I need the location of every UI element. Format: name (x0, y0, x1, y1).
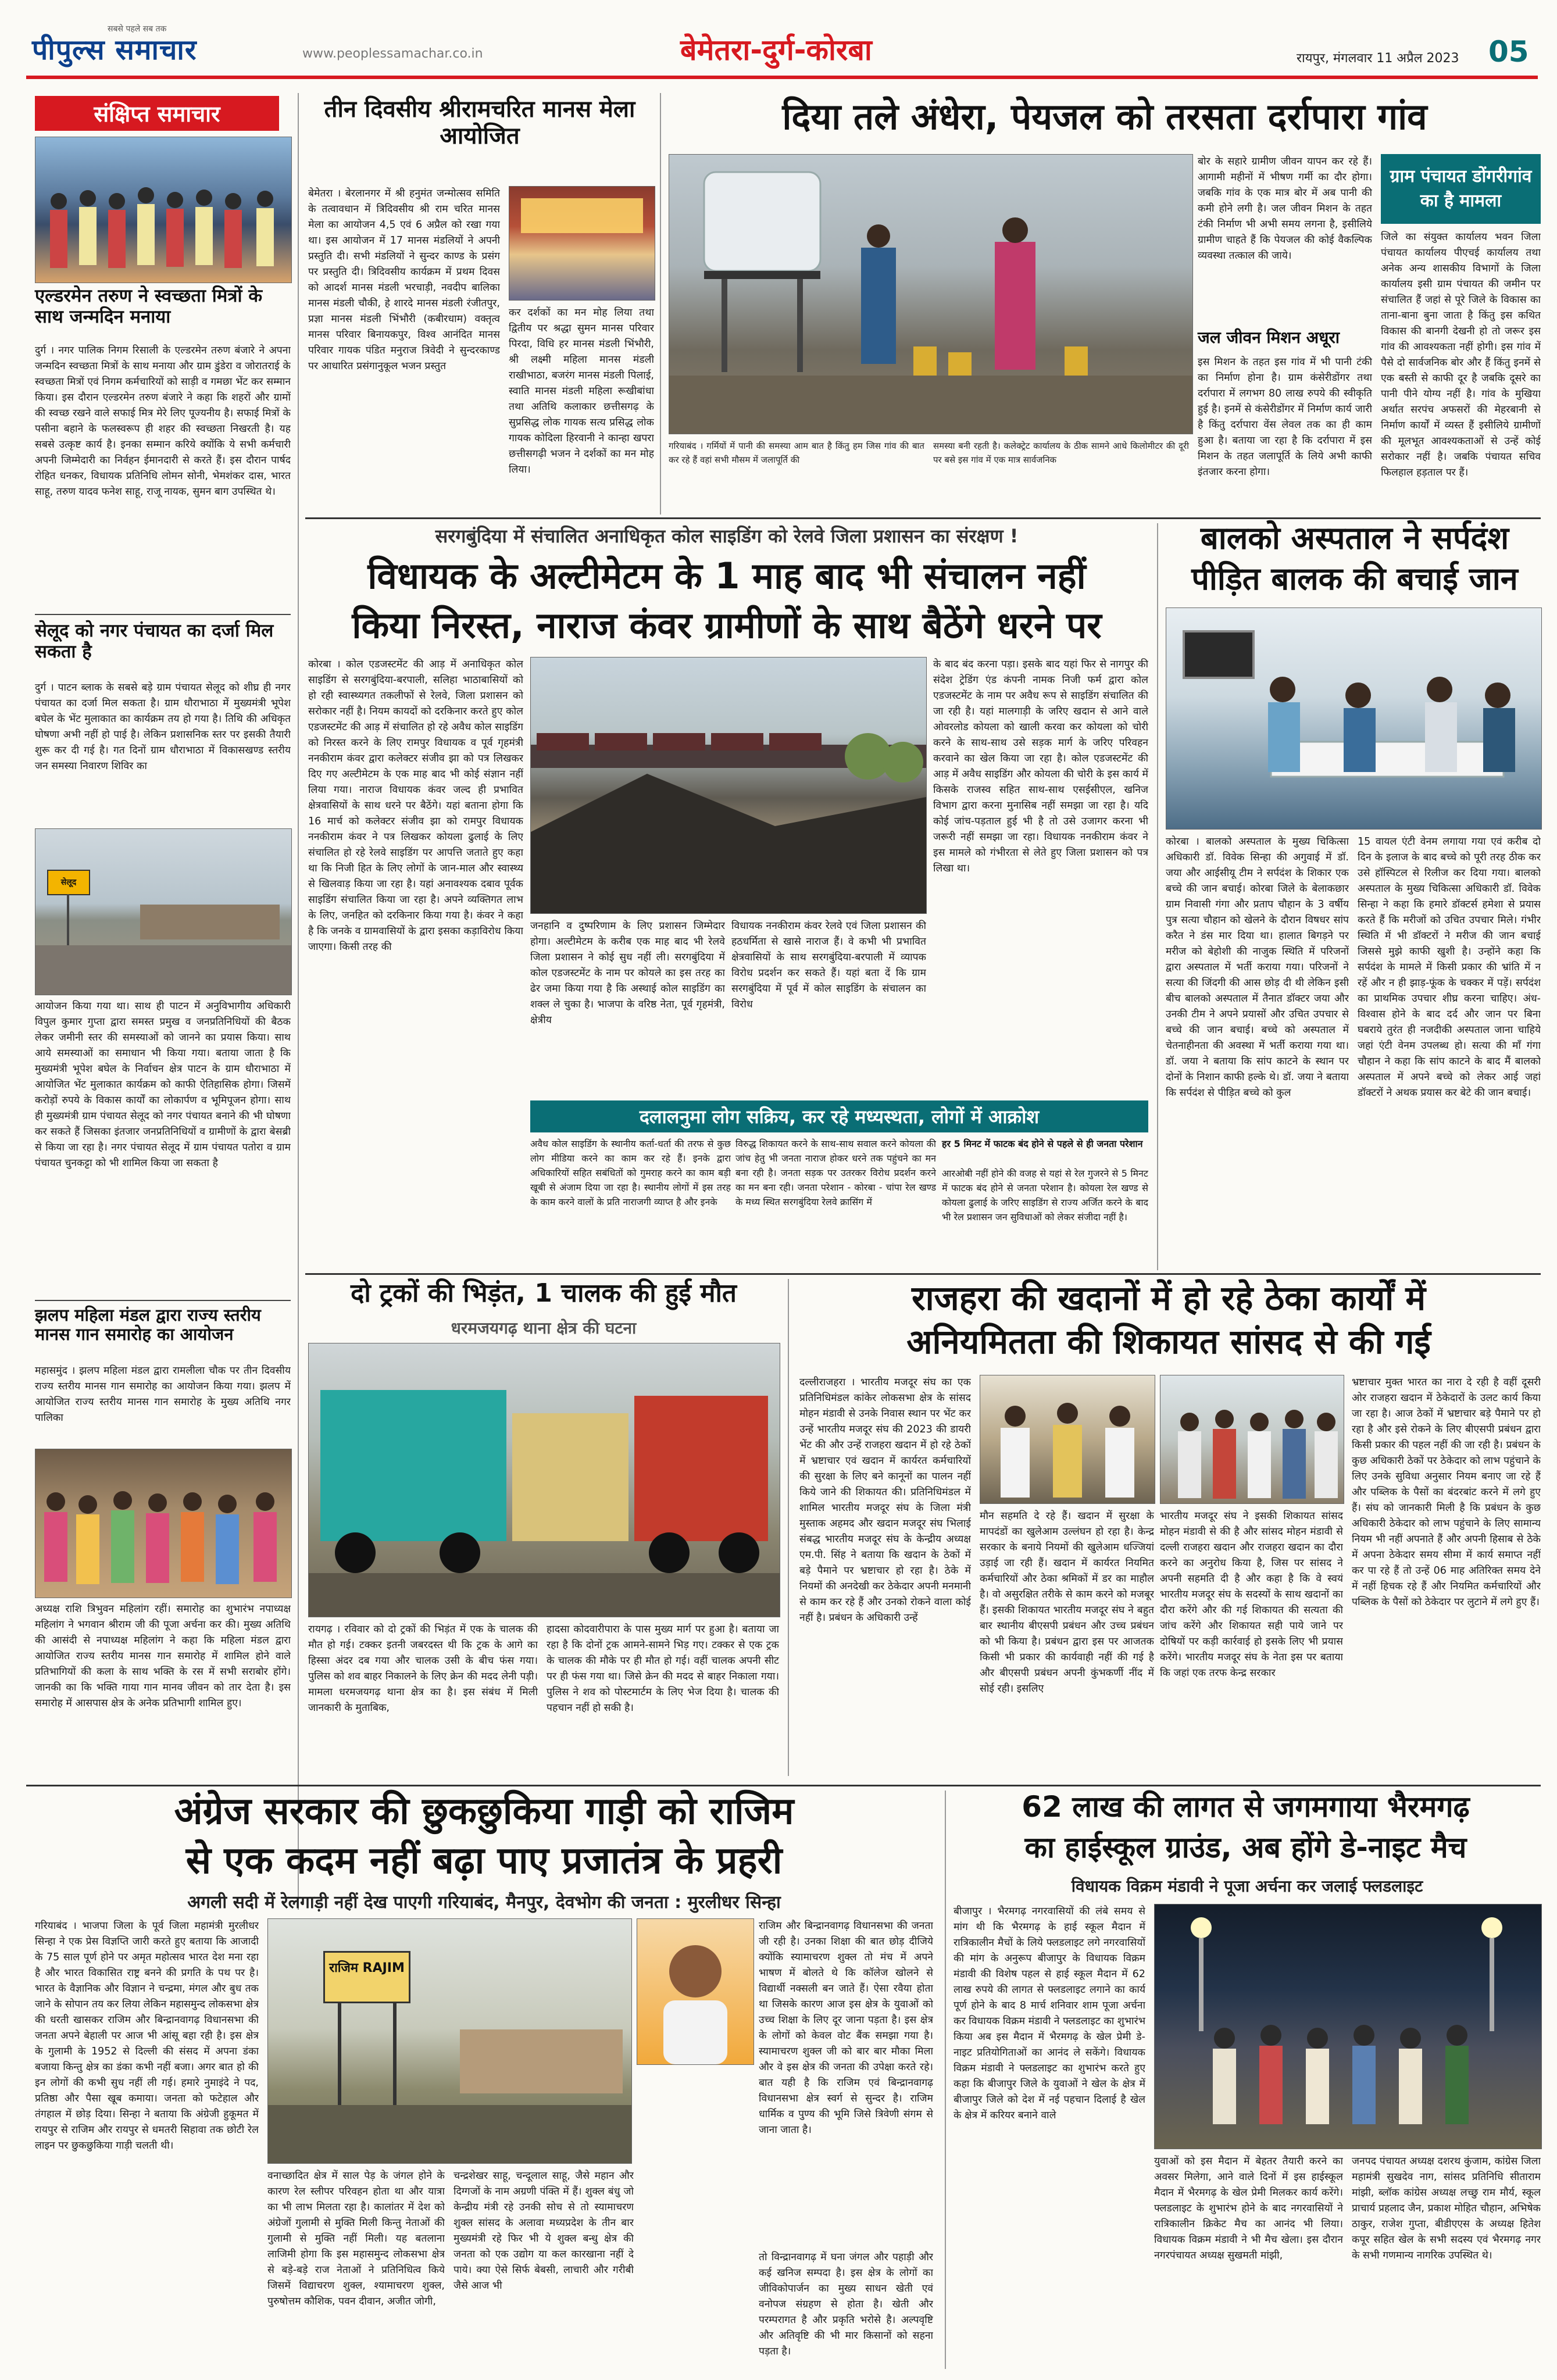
brief2-body-a: दुर्ग । पाटन ब्लाक के सबसे बड़े ग्राम पंचायत सेलूद को शीघ्र ही नगर पंचायत का दर्जा मिल सकता है। ग्राम धौराभाठा में मुख्यमंत्री भूपेश बघेल के भेंट मुलाकात का कार्यक्रम तय हो गया है। तिथि की अधिकृत घोषणा अभी नहीं हो पाई है। लेकिन प्रशासनिक स्तर पर इसकी तैयारी शुरू कर दी गई है। गत दिनों ग्राम धौराभाठा में विकासखण्ड स्तरीय जन समस्या निवारण शिविर का (35, 682, 291, 772)
tagline: सबसे पहले सब तक (108, 24, 167, 34)
hospital-room-illustration (1166, 608, 1541, 829)
ramcharit-body-b: कर दर्शकों का मन मोह लिया तथा द्वितीय पर श्रद्धा सुमन मानस परिवार पिरदा, विधि हर मानस मंडली भिंभौरी, श्री लक्ष्मी महिला मानस मंडली राखीभाठा, बजरंग मानस मंडली पिलाई, स्वाति मानस मंडली महिला रूखीबांधा तथा अतिथि कलाकार छत्तीसगढ़ के सुप्रसिद्ध लोक गायक सत्य प्रसिद्ध लोक गायक कोदिला हिरवानी ने कान्हा खपरा छत्तीसगढ़ी भजन ने दर्शकों का मन मोह लिया। (509, 307, 654, 476)
brief-divider-1 (35, 614, 291, 615)
balco-photo (1166, 607, 1542, 830)
ramcharit-photo (509, 186, 655, 301)
page-number: 05 (1488, 35, 1529, 69)
brief-label: संक्षिप्त समाचार (35, 96, 279, 131)
pani-col1b: इस मिशन के तहत इस गांव में भी पानी टंकी का निर्माण होना है। ग्राम कंसेरीडोंगर तथा दर्रापारा में लगभग 80 लाख रुपये की स्वीकृति हुई है। इनमें से कंसेरीडोंगर में निर्माण कार्य जारी है किंतु दर्रापारा वेंस लेवल तक का ही काम हुआ है। बताया जा रहा है कि दर्रापारा में इस मिशन के तहत जलापूर्ति के लिये अभी काफी इंतजार करना होगा। (1198, 356, 1372, 478)
brief3-headline: झलप महिला मंडल द्वारा राज्य स्तरीय मानस गान समारोह का आयोजन (35, 1305, 261, 1345)
column-rule-truck (788, 1279, 789, 1776)
train-station-photo (267, 1918, 632, 2164)
brief1-headline: एल्डरमेन तरुण ने स्वच्छता मित्रों के साथ जन्मदिन मनाया (35, 285, 263, 327)
website-url[interactable]: www.peoplessamachar.co.in (302, 47, 483, 61)
bhairamgarh-headline-2: का हाईस्कूल ग्राउंड, अब होंगे डे-नाइट मैच (1024, 1831, 1467, 1864)
coal-body-a: कोरबा । कोल एडजस्टमेंट की आड़ में अनाधिकृत कोल साइडिंग से सरगबुंदिया-बरपाली, सलिहा भाठाबासियों को हो रही स्वास्थ्यगत तकलीफों से रेलवे, जिला प्रशासन को सरोकार नहीं है। नियम कायदों को दरकिनार करते हुए कोल एडजस्टमेंट की आड़ में संचालित हो रहे अवैध कोल साइडिंग को निरस्त करने के लिए रामपुर विधायक व पूर्व गृहमंत्री ननकीराम कंवर द्वारा कलेक्टर संजीव झा को पत्र लिखकर दिए गए अल्टीमेटम के एक माह बाद भी कोई संज्ञान नहीं लिया गया। नाराज विधायक कंवर जल्द ही प्रभावित क्षेत्रवासियों के साथ धरने पर बैठेंगे। यहां बताना होगा कि 16 मार्च को कलेक्टर संजीव झा को रामपुर विधायक ननकीराम कंवर ने पत्र लिखकर कोयला ढुलाई के लिए संचालित हो रहे रेलवे साइडिंग पर आपत्ति जताते हुए कहा था कि निजी हित के लिए लोगों के जान-माल और स्वास्थ्य से खिलवाड़ किया जा रहा है। यहां अनावश्यक दबाव पूर्वक साइडिंग संचालित किया जा रहा है। अपने व्यक्तिगत लाभ के लिए, जनहित को दरकिनार किया गया है। कंवर ने कहा है कि जनके व ग्रामवासियों के द्वारा इसका कड़ाविरोध किया जाएगा। किसी तरह की (308, 659, 523, 953)
train-col1: गरियाबंद । भाजपा जिला के पूर्व जिला महामंत्री मुरलीधर सिन्हा ने एक प्रेस विज्ञप्ति जारी करते हुए बताया कि आजादी के 75 साल पूर्ण होने पर अमृत महोत्सव भारत देश मना रहा है और भारत विकासित राष्ट्र बनने की प्रगति के पथ पर है। भारत के वैज्ञानिक और विज्ञान ने चन्द्रमा, मंगल और बुध तक जाने के सोपान तय कर लिया लेकिन महासमुन्द लोकसभा क्षेत्र की धरती खासकर राजिम और बिन्द्रानवागढ़ विधानसभा की जनता अपने बेहाली पर आज भी आंसू बहा रही है। इस क्षेत्र के गुलामी के 1952 से दिल्ली की संसद में अपना डंका बजाया किन्तु क्षेत्र का डंका कभी नहीं बजा। अगर बात हो की इन लोगों की कभी सुध नहीं ली गई। हमारे नुमाइंदे ने पद, प्रतिष्ठा और पैसा खूब कमाया। जनता को फटेहाल और तंगहाल में छोड़ दिया। सिन्हा ने बताया कि अंग्रेजी हुकूमत में रायपुर से राजिम और रायपुर से धमतरी सिहावा तक छोटी रेल लाइन पर छुकछुकिया गाड़ी चलती थी। (35, 1920, 259, 2152)
rajhara-photo-2 (1160, 1375, 1344, 1504)
ramcharit-body-a: बेमेतरा । बेरलानगर में श्री हनुमंत जन्मोत्सव समिति के तत्वावधान में त्रिदिवसीय श्री राम चरित मानस मेला का आयोजन 4,5 एवं 6 अप्रैल को रखा गया था। इस आयोजन में 17 मानस मंडलियों ने अपनी प्रस्तुति दी। सभी मंडलियों ने सुन्दर काण्ड के प्रसंग पर प्रस्तुति दी। त्रिदिवसीय कार्यक्रम में प्रथम दिवस को आदर्श मानस मंडली भरचाड़ी, नवदीप बालिका मानस मंडली चौकी, हे शारदे मानस मंडली रंजीतपुर, प्रज्ञा मानस मंडली भिंभौरी (कबीरधाम) वक्तृत्व मानस परिवार बिनायकपुर, विश्व आनंदित मानस परिवार गायक पंडित मनुराज त्रिवेदी ने सुन्दरकाण्ड पर आधारित प्रसंगानुकूल भजन प्रस्तुत (308, 188, 500, 372)
coal-headline-2: किया निरस्त, नाराज कंवर ग्रामीणों के साथ बैठेंगे धरने पर (352, 604, 1102, 646)
masthead (0, 0, 1557, 87)
section-rule-3 (26, 1785, 1541, 1786)
train-headline-2: से एक कदम नहीं बढ़ा पाए प्रजातंत्र के प्रहरी (185, 1839, 783, 1882)
rajhara-body-b: मौन सहमति दे रहे हैं। खदान में सुरक्षा के मापदंडों का खुलेआम उल्लंघन हो रहा है। केन्द्र सरकार के बनाये नियमों की खुलेआम धज्जियां उड़ाई जा रही हैं। खदान में कार्यरत नियमित कर्मचारियों और ठेका श्रमिकों में डर का माहौल है। वो असुरक्षित तरीके से काम करने को मजबूर हैं। इसकी शिकायत भारतीय मजदूर संघ ने बहुत बार स्थानीय बीएसपी प्रबंधन और उच्च प्रबंधन को भी किया है। प्रबंधन द्वारा इस पर आजतक किसी भी प्रकार की कार्यवाही नहीं की गई है और बीएसपी प्रबंधन अपनी कुंभकर्णी नींद में सोई रही। इसलिए (980, 1510, 1154, 1695)
selud-sign-text: सेलूद (60, 878, 77, 887)
column-rule-left (298, 93, 299, 1910)
pani-photo (669, 154, 1193, 434)
rajhara-headline-1: राजहरा की खदानों में हो रहे ठेका कार्यों में (911, 1278, 1426, 1318)
bhairamgarh-photo (1154, 1904, 1542, 2149)
group-people-illustration (35, 137, 291, 283)
murlidhar-photo (637, 1918, 754, 2065)
balco-body-b: 15 वायल एंटी वेनम लगाया गया एवं करीब दो दिन के इलाज के बाद बच्चे को पूरी तरह ठीक कर उसे हॉस्पिटल से रिलीज कर दिया गया। बालको अस्पताल के मुख्य चिकित्सा अधिकारी डॉ. विवेक सिन्हा ने कहा कि हमारे डॉक्टर्स हमेशा से प्रयास करते हैं कि मरीजों को उचित उपचार मिले। गंभीर स्थिति में भी डॉक्टरों ने मरीज की जान बचाई जिससे मुझे काफी खुशी है। उन्होंने कहा कि सर्पदंश के मामले में किसी प्रकार की भ्रांति में न रहें और न ही झाड़-फूंक के चक्कर में पड़ें। सर्पदंश का प्राथमिक उपचार शीघ्र करना चाहिए। अंध-विश्वास होने के बाद दर्द और जान पर बिना घबराये तुरंत ही नजदीकी अस्पताल जाना चाहिये जहां एंटी वेनम उपलब्ध हो। सत्या की माँ गंगा चौहान ने कहा कि सांप काटने के बाद मैं बालको अस्पताल में अपने बच्चे को लेकर आई जहां डॉक्टरों ने अथक प्रयास कर बेटे की जान बचाई। (1358, 836, 1541, 1099)
bhairamgarh-col3: जनपद पंचायत अध्यक्ष दशरथ कुंजाम, कांग्रेस जिला महामंत्री सुखदेव नाग, सांसद प्रतिनिधि सीताराम मांझी, ब्लॉक कांग्रेस अध्यक्ष लच्छु राम मौर्य, स्कूल प्राचार्य प्रहलाद जैन, प्रकाश मोहित चौहान, अभिषेक ठाकुर, राजेश गुप्ता, बीडीएएस के अध्यक्ष हितेश कपूर सहित खेल के सभी सदस्य एवं भैरमगढ़ नगर के सभी गणमान्य नागरिक उपस्थित थे। (1352, 2156, 1541, 2261)
pani-col2: जिले का संयुक्त कार्यालय भवन जिला पंचायत कार्यालय पीएचई कार्यालय तथा अनेक अन्य शासकीय विभागों के जिला कार्यालय इसी ग्राम पंचायत की जमीन पर संचालित हैं जहां से पूरे जिले के विकास का ताना-बाना बुना जाता है किंतु इस कथित विकास की बानगी देखनी हो तो जरूर इस गांव की आवश्यकता नहीं होगी। इस गांव में पैसे दो सार्वजनिक बोर और हैं किंतु इनमें से एक बस्ती से काफी दूर है जबकि दूसरे का पानी पीने योग्य नहीं है। गांव के मुखिया अर्थात सरपंच अफसरों की मेहरबानी से निर्माण कार्यों में व्यस्त हैं इसीलिये ग्रामीणों की मूलभूत आवश्यकताओं से उन्हें कोई सरोकार नहीं है। जबकि पंचायत सचिव फिलहाल हड़ताल पर हैं। (1381, 231, 1541, 478)
station-board (323, 1951, 410, 2003)
brief3-body-b: अध्यक्ष राशि त्रिभुवन महिलांग रहीं। समारोह का शुभारंभ नपाध्यक्ष महिलांग ने भगवान श्रीराम जी की पूजा अर्चना कर की। मुख्य अतिथि की आसंदी से नपाध्यक्ष महिलांग ने कहा कि महिला मंडल द्वारा आयोजित राज्य स्तरीय मानस गान समारोह में शामिल होने वाले प्रतिभागियों की कला के साथ भक्ति के रस में सभी सराबोर होंगे। जानकी का कि भक्ति गाया गान मानव जीवन को तार देता है। इस समारोह में आसपास क्षेत्र के अनेक प्रतिभागी शामिल हुए। (35, 1603, 291, 1709)
truck-collision-illustration (309, 1343, 780, 1617)
train-col4: राजिम और बिन्द्रानवागढ़ विधानसभा की जनता जी रही है। उनका शिक्षा की बात छोड़ दीजिये क्योंकि स्यामाचरण शुक्ल तो मंच में अपने भाषण में बोलते थे कि कॉलेज खोलने से विद्यार्थी नक्सली बन जाते हैं। ऐसा रवैया होता था जिसके कारण आज इस क्षेत्र के युवाओं को उच्च शिक्षा के लिए दूर जाना पड़ता है। इस क्षेत्र के लोगों को केवल वोट बैंक समझा गया है। स्यामाचरण शुक्ल जी को बार बार मौका मिला और वे इस क्षेत्र की जनता की उपेक्षा करते रहे। बात यही है कि राजिम एवं बिन्द्रानवागढ़ विधानसभा क्षेत्र स्वर्ग से सुन्दर है। राजिम धार्मिक व पुण्य की भूमि जिसे त्रिवेणी संगम से जाना जाता है। (759, 1920, 933, 2136)
delegation-illustration (1160, 1375, 1344, 1503)
issue-date: रायपुर, मंगलवार 11 अप्रैल 2023 (1297, 51, 1459, 66)
brief-photo-selud (35, 828, 292, 995)
train-col5: तो विन्द्रानवागढ़ में घना जंगल और पहाड़ी और कई खनिज सम्पदा है। इस क्षेत्र के लोगों का जीविकोपार्जन का मुख्य साधन खेती एवं वनोपज संग्रहण से होता है। खेती और परम्परागत है और प्रकृति भरोसे है। अल्पवृष्टि और अतिवृष्टि की भी मार किसानों को सहना पड़ता है। (759, 2252, 933, 2357)
rajhara-body-c: भारतीय मजदूर संघ ने इसकी शिकायत सांसद मोहन मंडावी से की है और सांसद मोहन मंडावी से दल्ली राजहरा खदान और राजहरा खदान का दौरा करने का अनुरोध किया है, जिस पर सांसद ने अपनी सहमति दी है और कहा है कि वे स्वयं भारतीय मजदूर संघ के सदस्यों के साथ खदानों का दौरा करेंगे और की गई शिकायत की सत्यता की जांच करेंगे और शिकायत सही पाये जाने पर दोषियों पर कड़ी कार्रवाई हो इसके लिए भी प्रयास करेंगे। भारतीय मजदूर संघ के नेता इस पर बताया कि जहां एक तरफ केन्द्र सरकार (1160, 1510, 1343, 1679)
pani-headline: दिया तले अंधेरा, पेयजल को तरसता दर्रापारा गांव (782, 95, 1427, 138)
truck-sub: धरमजयगढ़ थाना क्षेत्र की घटना (451, 1318, 637, 1338)
rajhara-headline-2: अनियमितता की शिकायत सांसद से की गई (906, 1322, 1431, 1361)
brief2-headline: सेलूद को नगर पंचायत का दर्जा मिल सकता है (35, 620, 274, 662)
balco-headline-1: बालको अस्पताल ने सर्पदंश (1200, 520, 1509, 556)
rajhara-body-d: भ्रष्टाचार मुक्त भारत का नारा दे रही है वहीं दूसरी ओर राजहरा खदान में ठेकेदारों के उलट कार्य किया जा रहा है। आज ठेकों में भ्रष्टाचार बड़े पैमाने पर हो रहा है और इसे रोकने के लिए बीएसपी प्रबंधन द्वारा किसी प्रकार की पहल नहीं की जा रही है। प्रबंधन के कुछ अधिकारी ठेकों पर ठेकेदार को लाभ पहुंचाने के लिए उनके सुविधा अनुसार नियम बनाए जा रहे हैं और पब्लिक के पैसों का बंदरबांट करने में लगे हुए हैं। संघ को जानकारी मिली है कि प्रबंधन के कुछ अधिकारी ठेकेदार को लाभ पहुंचाने के लिए सामान्य नियम भी नहीं अपनाते हैं और अपनी हिसाब से ठेके में अपना ठेकेदार समय सीमा में कार्य समाप्त नहीं कर पा रहे हैं तो उन्हें 06 माह अतिरिक्त समय देने में नहीं हिचक रहे हैं और नियमित कर्मचारियों और पब्लिक के पैसों को ठेकेदार पर लुटाने में लगे हुए हैं। (1352, 1377, 1541, 1608)
brief-photo-manas (35, 1449, 292, 1598)
balco-headline-2: पीड़ित बालक की बचाई जान (1191, 560, 1518, 597)
truck-photo (308, 1343, 780, 1617)
ramcharit-headline: तीन दिवसीय श्रीरामचरित मानस मेला आयोजित (324, 96, 635, 149)
section-rule-2 (305, 1273, 1541, 1275)
women-group-illustration (35, 1449, 291, 1598)
pani-col1: बोर के सहारे ग्रामीण जीवन यापन कर रहे हैं। आगामी महीनों में भीषण गर्मी का दौर होगा। जबकि गांव के एक मात्र बोर में अब पानी की कमी होने लगी है। जल जीवन मिशन के तहत टंकी निर्माण भी अभी समय लगना है, इसीलिये ग्रामीण चाहते हैं कि पेयजल की कोई वैकल्पिक व्यवस्था तत्काल की जाये। (1198, 156, 1372, 262)
brief2-body-b: आयोजन किया गया था। साथ ही पाटन में अनुविभागीय अधिकारी विपुल कुमार गुप्ता द्वारा समस्त प्रमुख व जनप्रतिनिधियों की बैठक लेकर जमीनी स्तर की समस्याओं को जानने का प्रयास किया। साथ आये समस्याओं का समाधान भी किया गया। बताया जाता है कि मुख्यमंत्री भूपेश बघेल के निर्वाचन क्षेत्र पाटन के ग्राम धौराभाठा में आयोजित भेंट मुलाकात कार्यक्रम को काफी ऐतिहासिक होगा। जिसमें करोड़ों रुपये के विकास कार्यों का लोकार्पण व भूमिपूजन होगा। साथ ही मुख्यमंत्री ग्राम पंचायत सेलूद को नगर पंचायत बनाने की भी घोषणा कर सकते हैं जिसका इंतजार जनप्रतिनिधियों व ग्रामीणों के द्वारा बेसब्री से किया जा रहा है। नगर पंचायत सेलूद में ग्राम पंचायत पतोरा व ग्राम पंचायत चुनकट्टा को भी शामिल किया जा सकता है (35, 1000, 291, 1169)
truck-body-b: हादसा कोदवारीपारा के पास मुख्य मार्ग पर हुआ है। बताया जा रहा है कि दोनों ट्रक आमने-सामने भिड़ गए। टक्कर से एक ट्रक के चालक की मौके पर ही मौत हो गई। वहीं चालक अपनी सीट पर ही फंस गया था। जिसे क्रेन की मदद से बाहर निकाला गया। पुलिस ने शव को पोस्टमार्टम के लिए भेज दिया है। चालक की पहचान नहीं हो सकी है। (547, 1624, 779, 1714)
masthead-rule (26, 76, 1538, 79)
water-tank-illustration (669, 155, 1192, 434)
coal-body-b: जनहानि व दुष्परिणाम के लिए प्रशासन जिम्मेदार होगा। अल्टीमेटम के करीब एक माह बाद भी रेलवे जिला प्रशासन ने कोई सुध नहीं ली। सरगबुंदिया में कोल एडजस्टमेंट के नाम पर कोयले का इस तरह का ढेर जमा किया गया है कि अस्थाई कोल साइडिंग का शक्ल ले चुका है। भाजपा के वरिष्ठ नेता, पूर्व गृहमंत्री, क्षेत्रीय (530, 920, 725, 1026)
balco-body-a: कोरबा । बालको अस्पताल के मुख्य चिकित्सा अधिकारी डॉ. विवेक सिन्हा की अगुवाई में डॉ. जया और आईसीयू टीम ने सर्पदंश के शिकार एक बच्चे की जान बचाई। कोरबा जिले के बेलाकछार ग्राम निवासी गंगा और प्रताप चौहान के 3 वर्षीय पुत्र सत्या चौहान को खेलने के दौरान विषधर सांप करैत ने डंस मार दिया था। हालात बिगड़ने पर मरीज को बेहोशी की नाजुक स्थिति में परिजनों द्वारा अस्पताल में भर्ती कराया गया। परिजनों ने सत्या की जिंदगी की आस छोड़ दी थी लेकिन इसी बीच बालको अस्पताल में तैनात डॉक्टर जया और उनकी टीम ने अपने प्रयासों और उचित उपचार से बच्चे की जान बचाई। बच्चे को अस्पताल में चेतनाहीनता की अवस्था में भर्ती कराया गया था। डॉ. जया ने बताया कि सांप काटने के स्थान पर दोनों के निशान काफी हल्के थे। डॉ. जया ने बताया कि सर्पदंश से पीड़ित बच्चे को कुल (1166, 836, 1349, 1099)
pani-subhead: जल जीवन मिशन अधूरा (1198, 328, 1340, 347)
column-rule-mid (660, 93, 661, 514)
truck-headline: दो ट्रकों की भिड़ंत, 1 चालक की हुई मौत (350, 1278, 737, 1308)
section-title: बेमेतरा-दुर्ग-कोरबा (680, 33, 872, 67)
train-col3: चन्द्रशेखर साहू, चन्दूलाल साहू, जैसे महान और दिग्गजों के नाम अग्रणी पंक्ति में हैं। शुक्ल बंधु जो केन्द्रीय मंत्री रहे उनकी सोच से तो स्यामाचरण शुक्ल सांसद के अलावा मध्यप्रदेश के तीन बार मुख्यमंत्री रहे फिर भी ये शुक्ल बन्धु क्षेत्र की जनता को एक उद्योग या कल कारखाना नहीं दे पाये। क्या ऐसे सिर्फ बेबसी, लाचारी और गरीबी जैसे आज भी (453, 2170, 634, 2292)
pani-caption-b: समस्या बनी रहती है। कलेक्ट्रेट कार्यालय के ठीक सामने आधे किलोमीटर की दूरी पर बसे इस गांव में एक मात्र सार्वजनिक (933, 441, 1189, 465)
paper-logo (32, 23, 253, 64)
section-rule-1 (305, 517, 1541, 519)
coal-photo (530, 657, 927, 914)
coal-yard-illustration (531, 657, 926, 913)
bhairamgarh-headline-1: 62 लाख की लागत से जगमगाया भैरमगढ़ (1022, 1790, 1470, 1824)
column-rule-bottom (945, 1791, 946, 2369)
brief-photo-sanitation (35, 137, 292, 283)
coal-body-d: के बाद बंद करना पड़ा। इसके बाद यहां फिर से नागपुर की संदेश ट्रेडिंग एंड कंपनी नामक निजी फर्म द्वारा कोल एडजस्टमेंट के नाम पर अवैध रूप से साइडिंग संचालित की जा रही है। यहां मालगाड़ी के जरिए खदान से आने वाले ओवरलोड कोयला को खाली करवा कर कोयला को चोरी करने के साथ-साथ उसे सड़क मार्ग के जरिए परिवहन करवाने का खेल किया जा रहा है। कोल एडजस्टमेंट की आड़ में अवैध साइडिंग और कोयला की चोरी के इस कार्य में किसके राजस्व सहित साथ-साथ एसईसीएल, खनिज विभाग द्वारा करना मुनासिब नहीं समझा जा रहा है। यदि कोई जांच-पड़ताल हुई भी है तो उसे उजागर करना भी जरूरी नहीं समझा जा रहा। विधायक ननकीराम कंवर ने इस मामले को गंभीरता से लेते हुए जिला प्रशासन को पत्र लिखा था। (933, 659, 1148, 874)
rajhara-photo-1 (980, 1375, 1155, 1504)
rajhara-body-a: दल्लीराजहरा । भारतीय मजदूर संघ का एक प्रतिनिधिमंडल कांकेर लोकसभा क्षेत्र के सांसद मोहन मंडावी से उनके निवास स्थान पर भेंट कर उन्हें भारतीय मजदूर संघ की 2023 की डायरी भेंट की और उन्हें राजहरा खदान में हो रहे ठेकों में भ्रष्टाचार एवं खदान में कार्यरत कर्मचारियों की सुरक्षा के लिए बने कानूनों का पालन नहीं किये जाने की शिकायत की। प्रतिनिधिमंडल में शामिल भारतीय मजदूर संघ के जिला मंत्री मुस्ताक अहमद और खदान मजदूर संघ भिलाई संबद्ध भारतीय मजदूर संघ के केन्द्रीय अध्यक्ष एम.पी. सिंह ने बताया कि खदान के ठेकों में बड़े पैमाने पर भ्रष्टाचार हो रहा है। ठेके में नियमों की अनदेखी कर ठेकेदार अपनी मनमानी से काम कर रहे हैं और उनको रोकने वाला कोई नहीं है। प्रबंधन के अधिकारी उन्हें (799, 1377, 971, 1624)
train-headline-1: अंग्रेज सरकार की छुकछुकिया गाड़ी को राजिम (174, 1790, 794, 1833)
paper-name: पीपुल्स समाचार (32, 34, 197, 66)
brief3-body-a: महासमुंद । झलप महिला मंडल द्वारा रामलीला चौक पर तीन दिवसीय राज्य स्तरीय मानस गान समारोह का आयोजन किया गया। झलप में आयोजित राज्य स्तरीय मानस गान समारोह के मुख्य अतिथि नगर पालिका (35, 1365, 291, 1424)
portrait-illustration (637, 1919, 753, 2064)
coal-headline-1: विधायक के अल्टीमेटम के 1 माह बाद भी संचालन नहीं (367, 555, 1086, 597)
station-board-text: राजिम RAJIM (329, 1961, 405, 1975)
meeting-illustration (980, 1375, 1155, 1503)
train-deck: अगली सदी में रेलगाड़ी नहीं देख पाएगी गरियाबंद, मैनपुर, देवभोग की जनता : मुरलीधर सिन्हा (187, 1892, 781, 1913)
bhairamgarh-col1: बीजापुर । भैरमगढ़ नगरवासियों की लंबे समय से मांग थी कि भैरमगढ़ के हाई स्कूल मैदान में रात्रिकालीन मैचों के लिये फ्लडलाइट लगे नगरवासियों की मांग के अनुरूप बीजापुर के विधायक विक्रम मंडावी की विशेष पहल से हाई स्कूल मैदान में 62 लाख रुपये की लागत से फ्लडलाइट लगाने का कार्य पूर्ण होने के बाद 8 मार्च शनिवार शाम पूजा अर्चना कर विधायक विक्रम मंडावी ने फ्लडलाइट का शुभारंभ किया अब इस मैदान में भैरमगढ़ के खेल प्रेमी डे-नाइट प्रतियोगिताओं का आनंद ले सकेंगे। विधायक विक्रम मंडावी ने फ्लडलाइट का शुभारंभ करते हुए कहा कि बीजापुर जिले के युवाओं ने खेल के क्षेत्र में बीजापुर जिले को देश में नई पहचान दिलाई है खेल के क्षेत्र में करियर बनाने वाले (954, 1906, 1145, 2121)
coal-body-c: विधायक ननकीराम कंवर रेलवे एवं जिला प्रशासन की हठधर्मिता से खासे नाराज हैं। वे कभी भी प्रभावित क्षेत्रवासियों के साथ सरगबुंदिया-बरपाली में व्यापक विरोध प्रदर्शन कर सकते हैं। यहां बता दें कि ग्राम सरगबुंदिया में पूर्व में कोल साइडिंग के संचालन का विरोध (731, 920, 926, 1010)
column-rule-balco (1157, 523, 1158, 1270)
coal-banner: दलालनुमा लोग सक्रिय, कर रहे मध्यस्थता, लोगों में आक्रोश (530, 1100, 1148, 1132)
bhairamgarh-deck: विधायक विक्रम मंडावी ने पूजा अर्चना कर जलाई फ्लडलाइट (1071, 1877, 1423, 1896)
brief-divider-2 (35, 1300, 291, 1301)
coal-foot-b: विरुद्ध शिकायत करने के साथ-साथ सवाल करने कोयला की जांच हेतु भी जनता नाराज होकर धरने तक पहुंचने का मन बना रही है। जनता सड़क पर उतरकर विरोध प्रदर्शन करने का मन बना रही। जनता परेशान - कोरबा - चांपा रेल खण्ड के मध्य स्थित सरगबुंदिया रेलवे क्रासिंग में (735, 1138, 936, 1207)
bhairamgarh-col2: युवाओं को इस मैदान में बेहतर तैयारी करने का अवसर मिलेगा, आने वाले दिनों में इस हाईस्कूल मैदान में भैरमगढ़ के खेल प्रेमी मिलकर कार्य करेंगे। फ्लडलाइट के शुभारंभ होने के बाद नगरवासियों ने रात्रिकालीन क्रिकेट मैच का आनंद भी लिया। विधायक विक्रम मंडावी ने भी मैच खेला। इस दौरान नगरपंचायत अध्यक्ष सुखमती मांझी, (1154, 2156, 1343, 2261)
coal-foot-c: आरओबी नहीं होने की वजह से यहां से रेल गुजरने से 5 मिनट में फाटक बंद होने से जनता परेशान है। कोयला रेल खण्ड से कोयला ढुलाई के जरिए साइडिंग से राज्य अर्जित करने के बाद भी रेल प्रशासन जन सुविधाओं को लेकर संजीदा नहीं है। (942, 1168, 1148, 1223)
stadium-lights-illustration (1155, 1904, 1541, 2149)
coal-foot-a: अवैध कोल साइडिंग के स्थानीय कर्ता-धर्ता की तरफ से कुछ लोग मीडिया करने का काम कर रहे हैं। इनके द्वारा अधिकारियों सहित सबंधितों को गुमराह करने का काम बड़ी खूबी से अंजाम दिया जा रहा है। स्थानीय लोगों में इस तरह के काम करने वालों के प्रति नाराजगी व्याप्त है और इनके (530, 1138, 731, 1207)
selud-sign (47, 870, 90, 895)
pani-caption-a: गरियाबंद । गर्मियों में पानी की समस्या आम बात है किंतु हम जिस गांव की बात कर रहे हैं वहां सभी मौसम में जलापूर्ति की (669, 441, 924, 465)
coal-kicker: सरगबुंदिया में संचालित अनाधिकृत कोल साइडिंग को रेलवे जिला प्रशासन का संरक्षण ! (435, 525, 1019, 547)
brief1-body: दुर्ग । नगर पालिक निगम रिसाली के एल्डरमेन तरुण बंजारे ने अपना जन्मदिन स्वच्छता मित्रों के साथ मनाया और ग्राम डुंडेरा व जोरातराई के स्वच्छता मित्रों एवं निगम कर्मचारियों को साड़ी व गमछा भेंट कर सम्मान किया। इस दौरान एल्डरमेन तरुण बंजारे ने कहा कि शहरों और ग्रामों की स्वच्छ रखने वाले सफाई मित्र मेरे लिए पूज्यनीय है। सफाई मित्रों के पसीना बहाने के फलस्वरूप ही शहर की स्वच्छता निखरती है। यह सबसे उत्कृष्ट कार्य है। इनका सम्मान करिये क्योंकि ये सभी कर्मचारी अपनी जिम्मेदारी का निर्वहन ईमानदारी से करते हैं। इस दौरान पार्षद रोहित धनकर, विधायक प्रतिनिधि लोमन सोनी, भेमशंकर दास, भारत साहू, तरुण यादव फनेश साहू, राजू नायक, सुमन बाग उपस्थित थे। (35, 345, 291, 498)
coal-foot-c-bold: हर 5 मिनट में फाटक बंद होने से पहले से ही जनता परेशान (942, 1138, 1143, 1149)
train-col2: वनाच्छादित क्षेत्र में साल पेड़ के जंगल होने के कारण रेल स्लीपर परिवहन होता था और यात्रा का भी लाभ मिलता रहा है। कालांतर में देश को अंग्रेजों गुलामी से मुक्ति मिली किन्तु नेताओं की गुलामी से मुक्ति नहीं मिली। यह बतलाना लाजिमी होगा कि इस महासमुन्द लोकसभा क्षेत्र से बड़े-बड़े राज नेताओं ने प्रतिनिधित्व किये जिसमें विद्याचरण शुक्ल, श्यामाचरण शुक्ल, पुरुषोत्तम कौशिक, पवन दीवान, अजीत जोगी, (267, 2170, 445, 2307)
truck-body-a: रायगढ़ । रविवार को दो ट्रकों की भिड़ंत में एक के चालक की मौत हो गई। टक्कर इतनी जबरदस्त थी कि ट्रक के आगे का हिस्सा अंदर दब गया और चालक उसी के बीच फंस गया। पुलिस को शव बाहर निकालने के लिए क्रेन की मदद लेनी पड़ी। मामला धरमजयगढ़ थाना क्षेत्र का है। इस संबंध में मिली जानकारी के मुताबिक, (308, 1624, 538, 1714)
pani-subbox: ग्राम पंचायत डोंगरीगांव का है मामला (1381, 154, 1541, 224)
